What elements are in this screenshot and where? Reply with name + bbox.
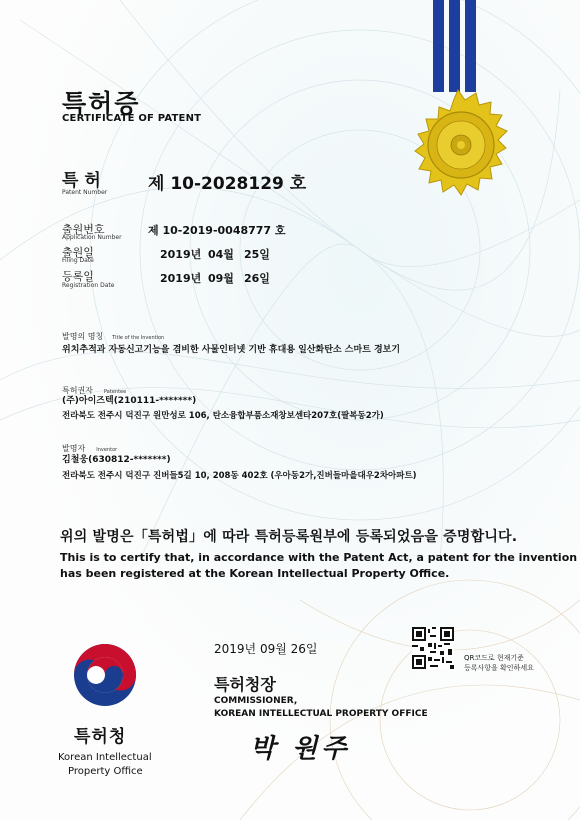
application-number-label: 출원번호 <box>62 223 105 236</box>
filing-date-month: 04월 <box>208 248 234 261</box>
commissioner-title-en-line2: KOREAN INTELLECTUAL PROPERTY OFFICE <box>214 709 428 719</box>
office-logo-name-en-line2: Property Office <box>68 766 143 777</box>
invention-label-row <box>62 324 164 343</box>
invention-label: 발명의 명칭 <box>62 332 104 341</box>
commissioner-title-en-line1: COMMISSIONER, <box>214 696 298 706</box>
registration-date-label: 등록일 <box>62 270 94 283</box>
filing-date-year: 2019년 <box>160 248 202 261</box>
filing-date-label-en: Filing Date <box>62 257 94 264</box>
registration-date-month: 09월 <box>208 272 234 285</box>
qr-caption-line1: QR코드로 현재기준 <box>464 654 524 662</box>
seal-ribbon <box>465 0 476 92</box>
kipo-logo-icon <box>70 640 140 710</box>
certificate-title: 특허증 <box>62 89 141 118</box>
office-logo-name-ko: 특허청 <box>74 727 127 747</box>
qr-code[interactable] <box>412 627 454 669</box>
patentee-name: (주)아이즈텍(210111-*******) <box>62 396 197 406</box>
application-number-label-en: Application Number <box>62 234 122 241</box>
patentee-label-en: Patentee <box>104 389 127 395</box>
registration-date-year: 2019년 <box>160 272 202 285</box>
invention-title: 위치추적과 자동신고기능을 겸비한 사물인터넷 기반 휴대용 일산화탄소 스마트 경보기 <box>62 345 401 355</box>
patent-number-label: 특 허 <box>62 171 101 191</box>
inventor-label-en: Inventor <box>96 447 118 453</box>
certification-text-en-line1: This is to certify that, in accordance with the Patent Act, a patent for the invention <box>60 551 578 564</box>
application-number-value: 제 10-2019-0048777 호 <box>148 224 286 237</box>
inventor-label: 발명자 <box>62 444 86 453</box>
filing-date-day: 25일 <box>244 248 270 261</box>
seal-ribbon <box>433 0 444 92</box>
issue-date: 2019년 09월 26일 <box>214 642 318 656</box>
certification-text-ko: 위의 발명은「특허법」에 따라 특허등록원부에 등록되었음을 증명합니다. <box>60 529 518 545</box>
inventor-address: 전라북도 전주시 덕진구 진버들5길 10, 208동 402호 (우아동2가,진버들마을대우2차아파트) <box>62 471 417 481</box>
patent-number-label-en: Patent Number <box>62 189 108 196</box>
commissioner-signature: 박 원주 <box>250 734 351 764</box>
certification-text-en-line2: has been registered at the Korean Intellectual Property Office. <box>60 567 450 580</box>
qr-caption-line2: 등록사항을 확인하세요 <box>464 664 534 672</box>
gold-seal <box>388 88 528 228</box>
commissioner-title: 특허청장 <box>214 675 276 694</box>
registration-date-label-en: Registration Date <box>62 282 115 289</box>
invention-label-en: Title of the Invention <box>112 335 165 341</box>
certificate-subtitle: CERTIFICATE OF PATENT <box>62 113 202 124</box>
inventor-name: 김철웅(630812-*******) <box>62 455 171 465</box>
patentee-address: 전라북도 전주시 덕진구 원만성로 106, 탄소융합부품소재창보센타207호(팔복동2가) <box>62 411 384 421</box>
office-logo-name-en-line1: Korean Intellectual <box>58 752 152 763</box>
patent-number-value: 제 10-2028129 호 <box>148 174 307 194</box>
filing-date-label: 출원일 <box>62 246 94 259</box>
seal-ribbon <box>449 0 460 92</box>
patentee-label: 특허권자 <box>62 386 93 395</box>
registration-date-day: 26일 <box>244 272 270 285</box>
